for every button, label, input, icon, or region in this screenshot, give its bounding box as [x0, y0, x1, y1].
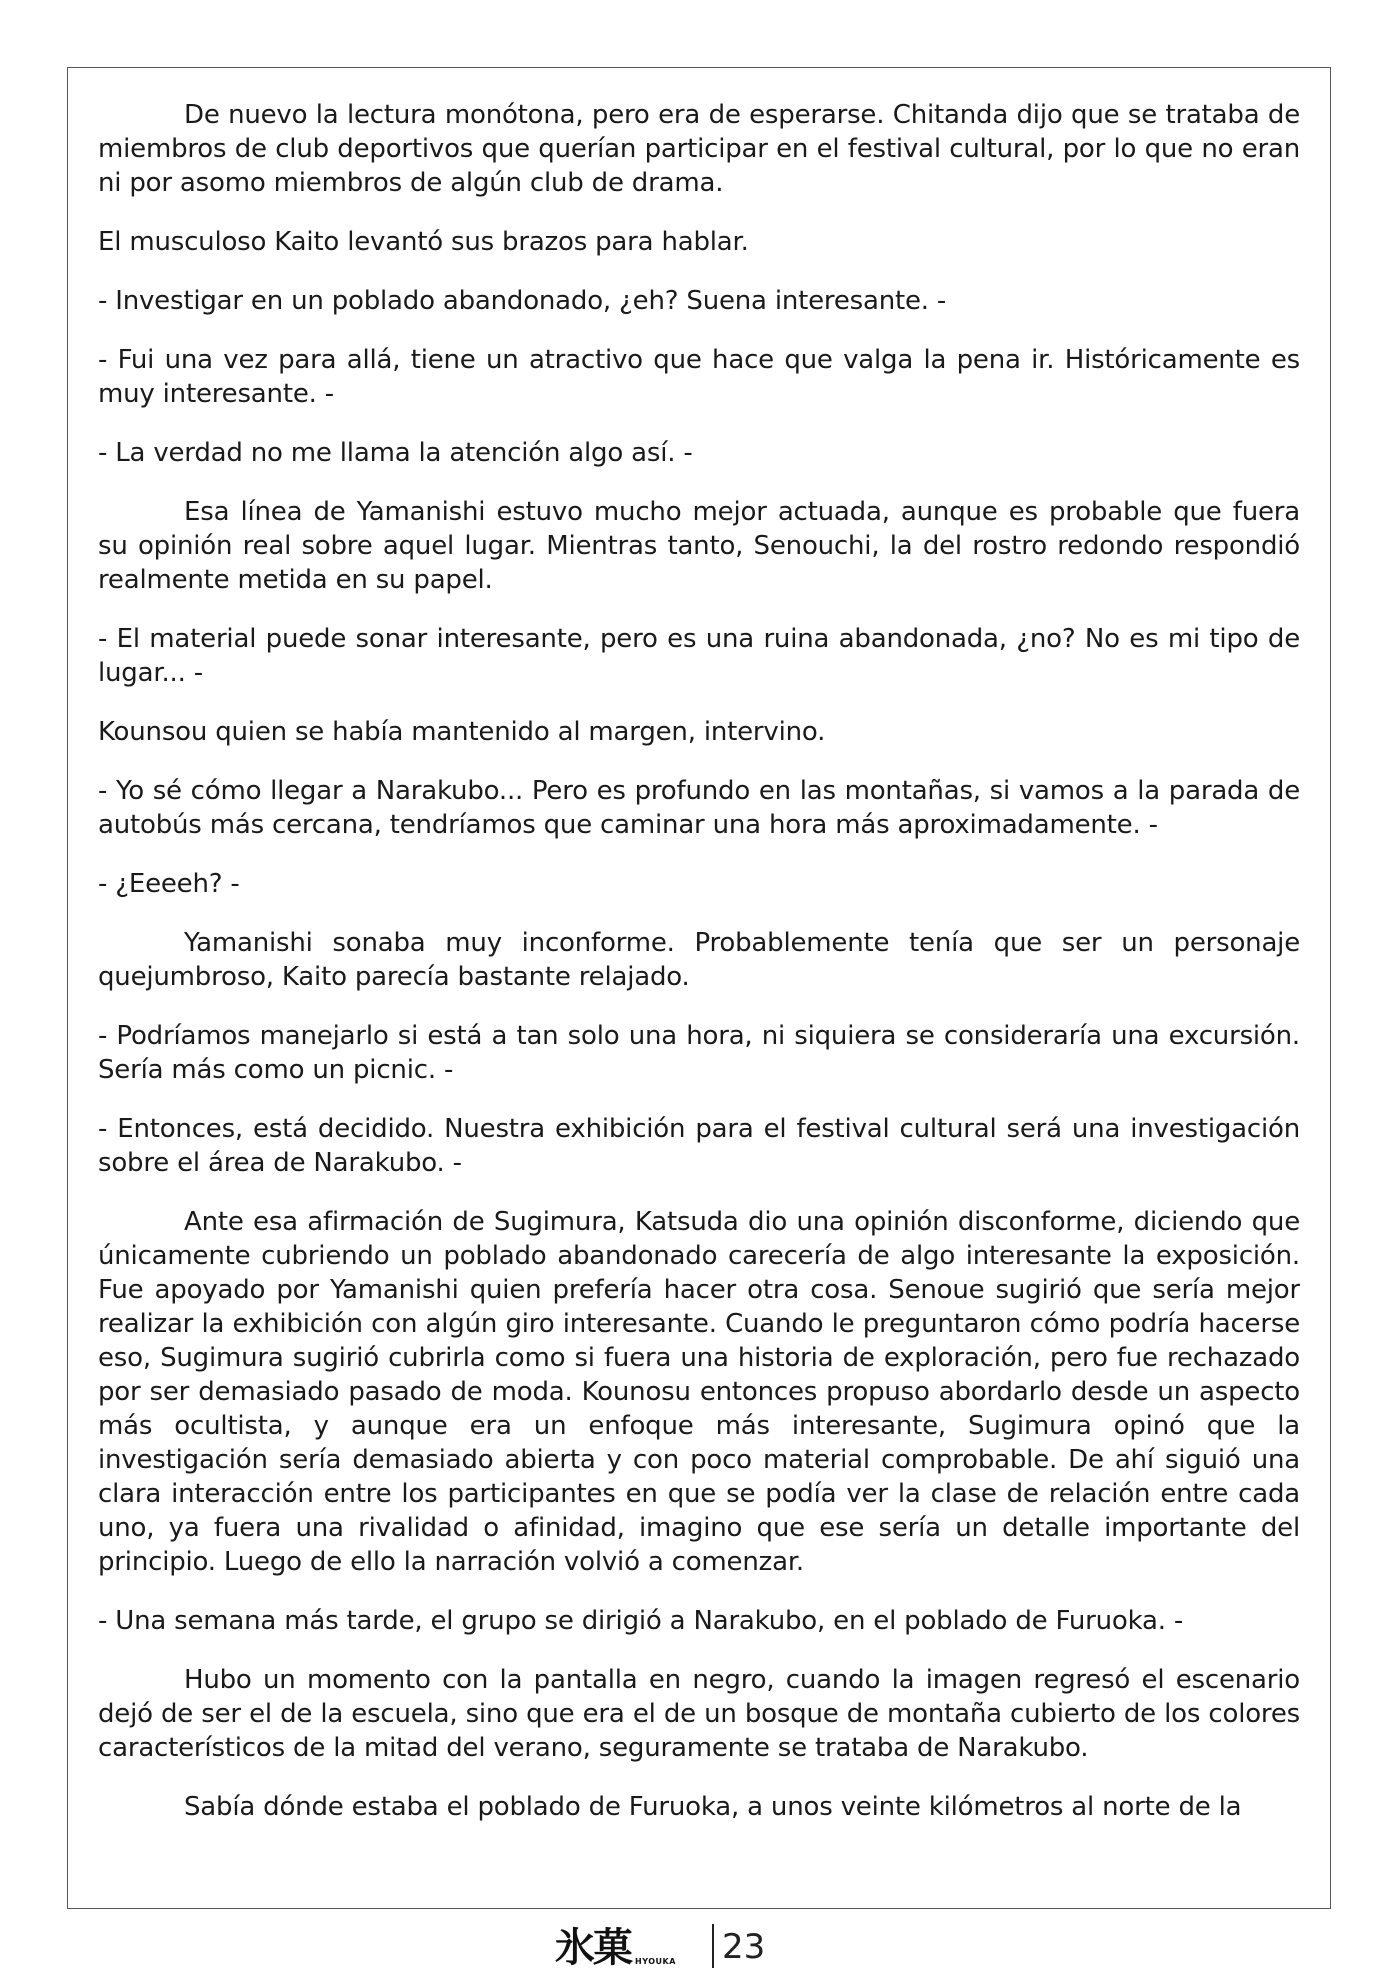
paragraph: Kounsou quien se había mantenido al margen, intervino.	[98, 717, 826, 747]
footer-divider	[712, 1924, 714, 1968]
paragraph: Hubo un momento con la pantalla en negro, cuando la imagen regresó el escenario dejó de ser el de la escuela, sino que era el de un bosque de montaña cubierto de los colores característicos de la mitad del verano, seguramente se trataba de Narakubo.	[98, 1665, 1300, 1763]
paragraph: - Entonces, está decidido. Nuestra exhibición para el festival cultural será una investigación sobre el área de Narakubo. -	[98, 1114, 1300, 1178]
paragraph: - Yo sé cómo llegar a Narakubo... Pero es profundo en las montañas, si vamos a la parada de autobús más cercana, tendríamos que caminar una hora más aproximadamente. -	[98, 776, 1300, 840]
paragraph: Sabía dónde estaba el poblado de Furuoka, a unos veinte kilómetros al norte de la	[184, 1792, 1242, 1822]
page-footer	[0, 1920, 1400, 1976]
paragraph: - La verdad no me llama la atención algo así. -	[98, 438, 693, 468]
paragraph: - Investigar en un poblado abandonado, ¿eh? Suena interesante. -	[98, 286, 947, 316]
page-number: 23	[722, 1927, 766, 1967]
paragraph: - Una semana más tarde, el grupo se dirigió a Narakubo, en el poblado de Furuoka. -	[98, 1606, 1184, 1636]
paragraph: Esa línea de Yamanishi estuvo mucho mejor actuada, aunque es probable que fuera su opinión real sobre aquel lugar. Mientras tanto, Senouchi, la del rostro redondo respondió realmente metida en su papel.	[98, 497, 1300, 595]
logo-subtitle: HYOUKA	[635, 1957, 676, 1966]
paragraph: - Fui una vez para allá, tiene un atractivo que hace que valga la pena ir. Históricamente es muy interesante. -	[98, 345, 1300, 409]
logo-kanji: 氷菓	[555, 1924, 631, 1971]
paragraph: - Podríamos manejarlo si está a tan solo una hora, ni siquiera se consideraría una excursión. Sería más como un picnic. -	[98, 1021, 1300, 1085]
paragraph: Yamanishi sonaba muy inconforme. Probablemente tenía que ser un personaje quejumbroso, Kaito parecía bastante relajado.	[98, 928, 1300, 992]
paragraph: El musculoso Kaito levantó sus brazos para hablar.	[98, 227, 749, 257]
paragraph: De nuevo la lectura monótona, pero era de esperarse. Chitanda dijo que se trataba de miembros de club deportivos que querían participar en el festival cultural, por lo que no eran ni por asomo miembros de algún club de drama.	[98, 100, 1300, 198]
paragraph: Ante esa afirmación de Sugimura, Katsuda dio una opinión disconforme, diciendo que únicamente cubriendo un poblado abandonado carecería de algo interesante la exposición. Fue apoyado por Yamanishi quien prefería hacer otra cosa. Senoue sugirió que sería mejor realizar la exhibición con algún giro interesante. Cuando le preguntaron cómo podría hacerse eso, Sugimura sugirió cubrirla como si fuera una historia de exploración, pero fue rechazado por ser demasiado pasado de moda. Kounosu entonces propuso abordarlo desde un aspecto más ocultista, y aunque era un enfoque más interesante, Sugimura opinó que la investigación sería demasiado abierta y con poco material comprobable. De ahí siguió una clara interacción entre los participantes en que se podía ver la clase de relación entre cada uno, ya fuera una rivalidad o afinidad, imagino que ese sería un detalle importante del principio. Luego de ello la narración volvió a comenzar.	[98, 1207, 1300, 1577]
document-body	[98, 98, 1300, 1888]
paragraph: - ¿Eeeeh? -	[98, 869, 240, 899]
hyouka-logo	[555, 1922, 676, 1972]
paragraph: - El material puede sonar interesante, pero es una ruina abandonada, ¿no? No es mi tipo de lugar... -	[98, 624, 1300, 688]
